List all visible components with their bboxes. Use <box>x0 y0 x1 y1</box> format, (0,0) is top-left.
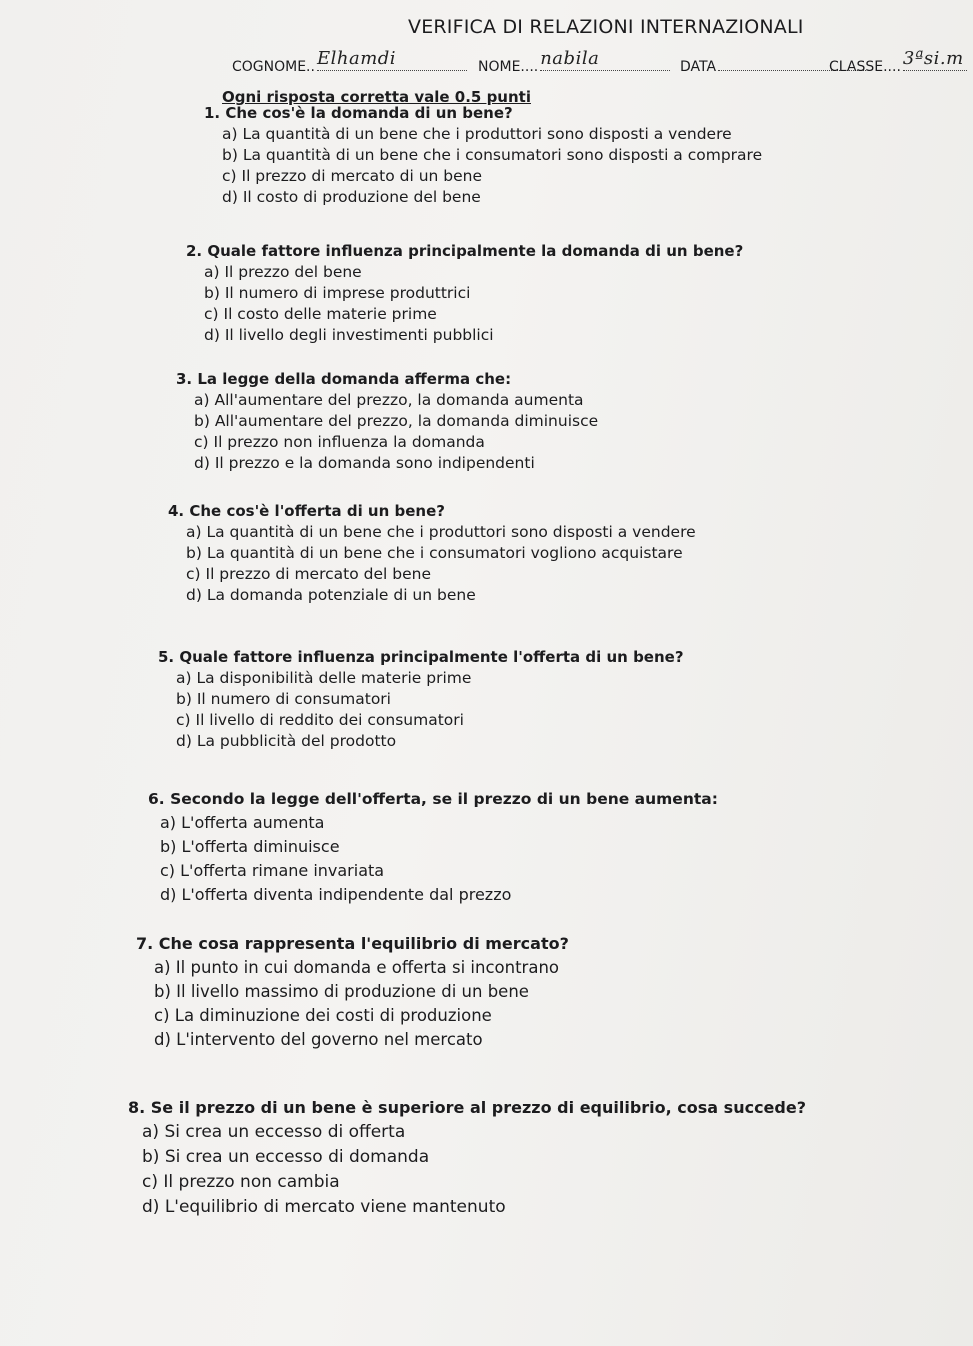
option-a[interactable]: a) La quantità di un bene che i produttori sono disposti a vendere <box>222 125 732 143</box>
page-title: VERIFICA DI RELAZIONI INTERNAZIONALI <box>408 16 804 38</box>
class-label: CLASSE.... <box>829 59 901 75</box>
question-3 <box>176 370 598 472</box>
option-a[interactable]: a) Il prezzo del bene <box>204 263 362 281</box>
option-c[interactable]: c) L'offerta rimane invariata <box>160 861 385 880</box>
question-4 <box>168 502 696 604</box>
option-c[interactable]: c) Il costo delle materie prime <box>204 305 437 323</box>
surname-field[interactable] <box>232 48 467 75</box>
option-a[interactable]: a) Si crea un eccesso di offerta <box>142 1122 406 1142</box>
question-text: 8. Se il prezzo di un bene è superiore al prezzo di equilibrio, cosa succede? <box>128 1098 806 1117</box>
question-text: 4. Che cos'è l'offerta di un bene? <box>168 502 445 520</box>
option-c[interactable]: c) Il prezzo di mercato del bene <box>186 565 431 583</box>
option-c[interactable]: c) Il prezzo di mercato di un bene <box>222 167 483 185</box>
option-a[interactable]: a) La disponibilità delle materie prime <box>176 669 472 687</box>
option-b[interactable]: b) La quantità di un bene che i consumatori vogliono acquistare <box>186 544 683 562</box>
question-text: 2. Quale fattore influenza principalmente la domanda di un bene? <box>186 242 744 260</box>
option-c[interactable]: c) Il prezzo non cambia <box>142 1172 340 1192</box>
question-text: 3. La legge della domanda afferma che: <box>176 370 512 388</box>
surname-value: Elhamdi <box>316 48 397 69</box>
question-6 <box>148 790 718 904</box>
name-label: NOME.... <box>478 59 539 75</box>
option-d[interactable]: d) Il livello degli investimenti pubblici <box>204 326 494 344</box>
option-b[interactable]: b) Il numero di consumatori <box>176 690 391 708</box>
option-c[interactable]: c) Il livello di reddito dei consumatori <box>176 711 464 729</box>
question-8 <box>128 1098 806 1217</box>
scoring-note: Ogni risposta corretta vale 0.5 punti <box>222 88 531 106</box>
option-b[interactable]: b) All'aumentare del prezzo, la domanda diminuisce <box>194 412 599 430</box>
option-b[interactable]: b) Il numero di imprese produttrici <box>204 284 471 302</box>
option-b[interactable]: b) L'offerta diminuisce <box>160 837 340 856</box>
name-field[interactable] <box>478 48 670 75</box>
option-b[interactable]: b) Si crea un eccesso di domanda <box>142 1147 430 1167</box>
option-a[interactable]: a) Il punto in cui domanda e offerta si incontrano <box>154 958 559 977</box>
question-text: 5. Quale fattore influenza principalmente l'offerta di un bene? <box>158 648 684 666</box>
option-d[interactable]: d) L'equilibrio di mercato viene mantenuto <box>142 1197 506 1217</box>
class-value: 3ªsi.m <box>902 48 964 69</box>
option-d[interactable]: d) La domanda potenziale di un bene <box>186 586 476 604</box>
option-d[interactable]: d) La pubblicità del prodotto <box>176 732 397 750</box>
question-5 <box>158 648 684 750</box>
question-text: 6. Secondo la legge dell'offerta, se il prezzo di un bene aumenta: <box>148 790 718 808</box>
question-7 <box>136 934 569 1049</box>
option-a[interactable]: a) La quantità di un bene che i produttori sono disposti a vendere <box>186 523 696 541</box>
option-a[interactable]: a) L'offerta aumenta <box>160 813 325 832</box>
class-field[interactable] <box>829 48 967 75</box>
option-b[interactable]: b) La quantità di un bene che i consumatori sono disposti a comprare <box>222 146 763 164</box>
option-d[interactable]: d) Il costo di produzione del bene <box>222 188 481 206</box>
option-c[interactable]: c) La diminuzione dei costi di produzione <box>154 1006 492 1025</box>
option-d[interactable]: d) L'offerta diventa indipendente dal prezzo <box>160 885 512 904</box>
question-text: 7. Che cosa rappresenta l'equilibrio di mercato? <box>136 934 569 953</box>
option-d[interactable]: d) Il prezzo e la domanda sono indipendenti <box>194 454 535 472</box>
date-label: DATA <box>680 59 717 75</box>
name-value: nabila <box>540 48 600 69</box>
question-2 <box>186 242 743 344</box>
option-a[interactable]: a) All'aumentare del prezzo, la domanda aumenta <box>194 391 584 409</box>
option-b[interactable]: b) Il livello massimo di produzione di un bene <box>154 982 529 1001</box>
option-d[interactable]: d) L'intervento del governo nel mercato <box>154 1030 483 1049</box>
surname-label: COGNOME.. <box>232 59 315 75</box>
student-info-fields <box>232 48 973 80</box>
question-1 <box>204 104 762 206</box>
question-text: 1. Che cos'è la domanda di un bene? <box>204 104 513 122</box>
option-c[interactable]: c) Il prezzo non influenza la domanda <box>194 433 485 451</box>
